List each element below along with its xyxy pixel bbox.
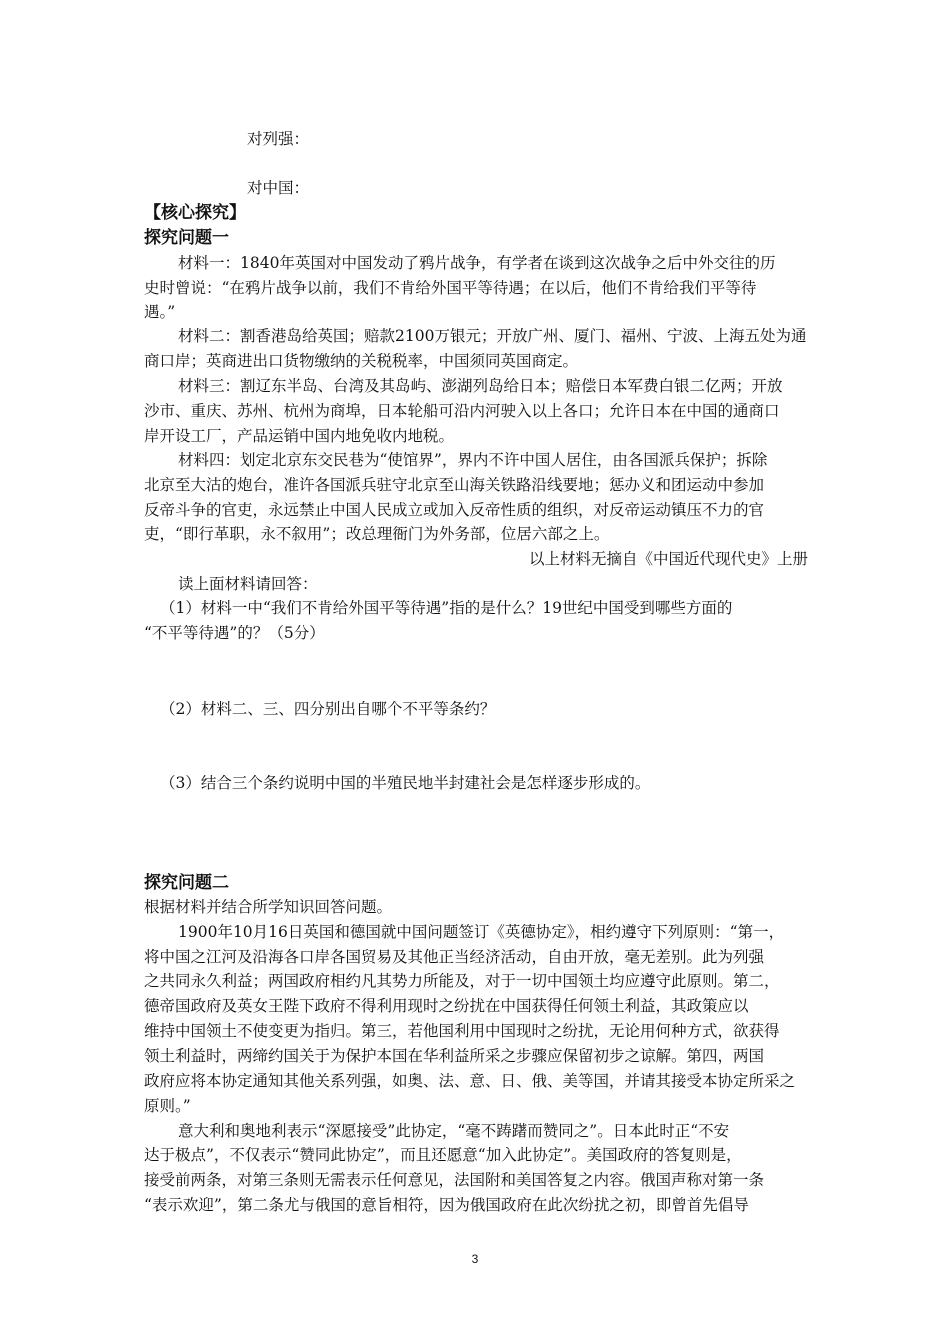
source-citation: 以上材料无摘自《中国近代现代史》上册: [528, 550, 808, 568]
material-four-line: 北京至大沽的炮台，准许各国派兵驻守北京至山海关铁路沿线要地；惩办义和团运动中参加: [144, 476, 765, 494]
material-two-line: 材料二：割香港岛给英国；赔款2100万银元；开放广州、厦门、福州、宁波、上海五处为通: [178, 327, 807, 345]
question-two-intro: 根据材料并结合所学知识回答问题。: [144, 898, 393, 916]
passage-line: 1900年10月16日英国和德国就中国问题签订《英德协定》，相约遵守下列原则：“第一，: [178, 923, 785, 941]
passage-line: 德帝国政府及英女王陛下政府不得利用现时之纷扰在中国获得任何领土利益，其政策应以: [144, 997, 749, 1015]
passage-line: 将中国之江河及沿海各口岸各国贸易及其他正当经济活动，自由开放，毫无差别。此为列强: [144, 948, 765, 966]
sub-question-1: “不平等待遇”的？（5分）: [144, 624, 325, 642]
passage-line: 维持中国领土不使变更为指归。第三，若他国利用中国现时之纷扰，无论用何种方式，欲获得: [144, 1022, 780, 1040]
material-one-line: 遇。”: [144, 303, 176, 321]
passage-line: 之共同永久利益；两国政府相约凡其势力所能及，对于一切中国领土均应遵守此原则。第二，: [144, 972, 780, 990]
material-two-line: 商口岸；英商进出口货物缴纳的关税税率，中国须同英国商定。: [144, 352, 579, 370]
passage-line: 领土利益时，两缔约国关于为保护本国在华利益所采之步骤应保留初步之谅解。第四，两国: [144, 1047, 765, 1065]
material-three-line: 材料三：割辽东半岛、台湾及其岛屿、澎湖列岛给日本；赔偿日本军费白银二亿两；开放: [178, 377, 783, 395]
question-one-title: 探究问题一: [144, 228, 229, 248]
passage-line: 政府应将本协定通知其他关系列强，如奥、法、意、日、俄、美等国，并请其接受本协定所采之: [144, 1072, 796, 1090]
passage-line: 接受前两条，对第三条则无需表示任何意见，法国附和美国答复之内容。俄国声称对第一条: [144, 1171, 765, 1189]
passage-line: “表示欢迎”，第二条尤与俄国的意旨相符，因为俄国政府在此次纷扰之初，即曾首先倡导: [144, 1196, 749, 1214]
sub-question-1: （1）材料一中“我们不肯给外国平等待遇”指的是什么？19世纪中国受到哪些方面的: [160, 599, 733, 617]
passage-line: 意大利和奥地利表示“深愿接受”此协定，“毫不踌躇而赞同之”。日本此时正“不安: [178, 1122, 730, 1140]
material-three-line: 沙市、重庆、苏州、杭州为商埠，日本轮船可沿内河驶入以上各口；允许日本在中国的通商口: [144, 402, 780, 420]
material-four-line: 吏，“即行革职，永不叙用”；改总理衙门为外务部，位居六部之上。: [144, 525, 610, 543]
reading-prompt: 读上面材料请回答：: [178, 575, 318, 593]
answer-label-powers: 对列强：: [247, 130, 310, 148]
material-one-line: 史时曾说：“在鸦片战争以前，我们不肯给外国平等待遇；在以后，他们不肯给我们平等待: [144, 279, 757, 297]
question-two-title: 探究问题二: [144, 873, 229, 893]
material-four-line: 反帝斗争的官吏，永远禁止中国人民成立或加入反帝性质的组织，对反帝运动镇压不力的官: [144, 501, 765, 519]
passage-line: 达于极点”，不仅表示“赞同此协定”，而且还愿意“加入此协定”。美国政府的答复则是，: [144, 1146, 742, 1164]
material-four-line: 材料四：划定北京东交民巷为“使馆界”，界内不许中国人居住，由各国派兵保护；拆除: [178, 451, 768, 469]
material-one-line: 材料一：1840年英国对中国发动了鸦片战争，有学者在谈到这次战争之后中外交往的历: [178, 254, 776, 272]
sub-question-3: （3）结合三个条约说明中国的半殖民地半封建社会是怎样逐步形成的。: [160, 774, 651, 792]
passage-line: 原则。”: [144, 1097, 191, 1115]
page-number: 3: [471, 1252, 479, 1266]
sub-question-2: （2）材料二、三、四分别出自哪个不平等条约？: [160, 700, 496, 718]
section-title: 【核心探究】: [144, 203, 246, 223]
answer-label-china: 对中国：: [247, 179, 310, 197]
material-three-line: 岸开设工厂，产品运销中国内地免收内地税。: [144, 427, 455, 445]
